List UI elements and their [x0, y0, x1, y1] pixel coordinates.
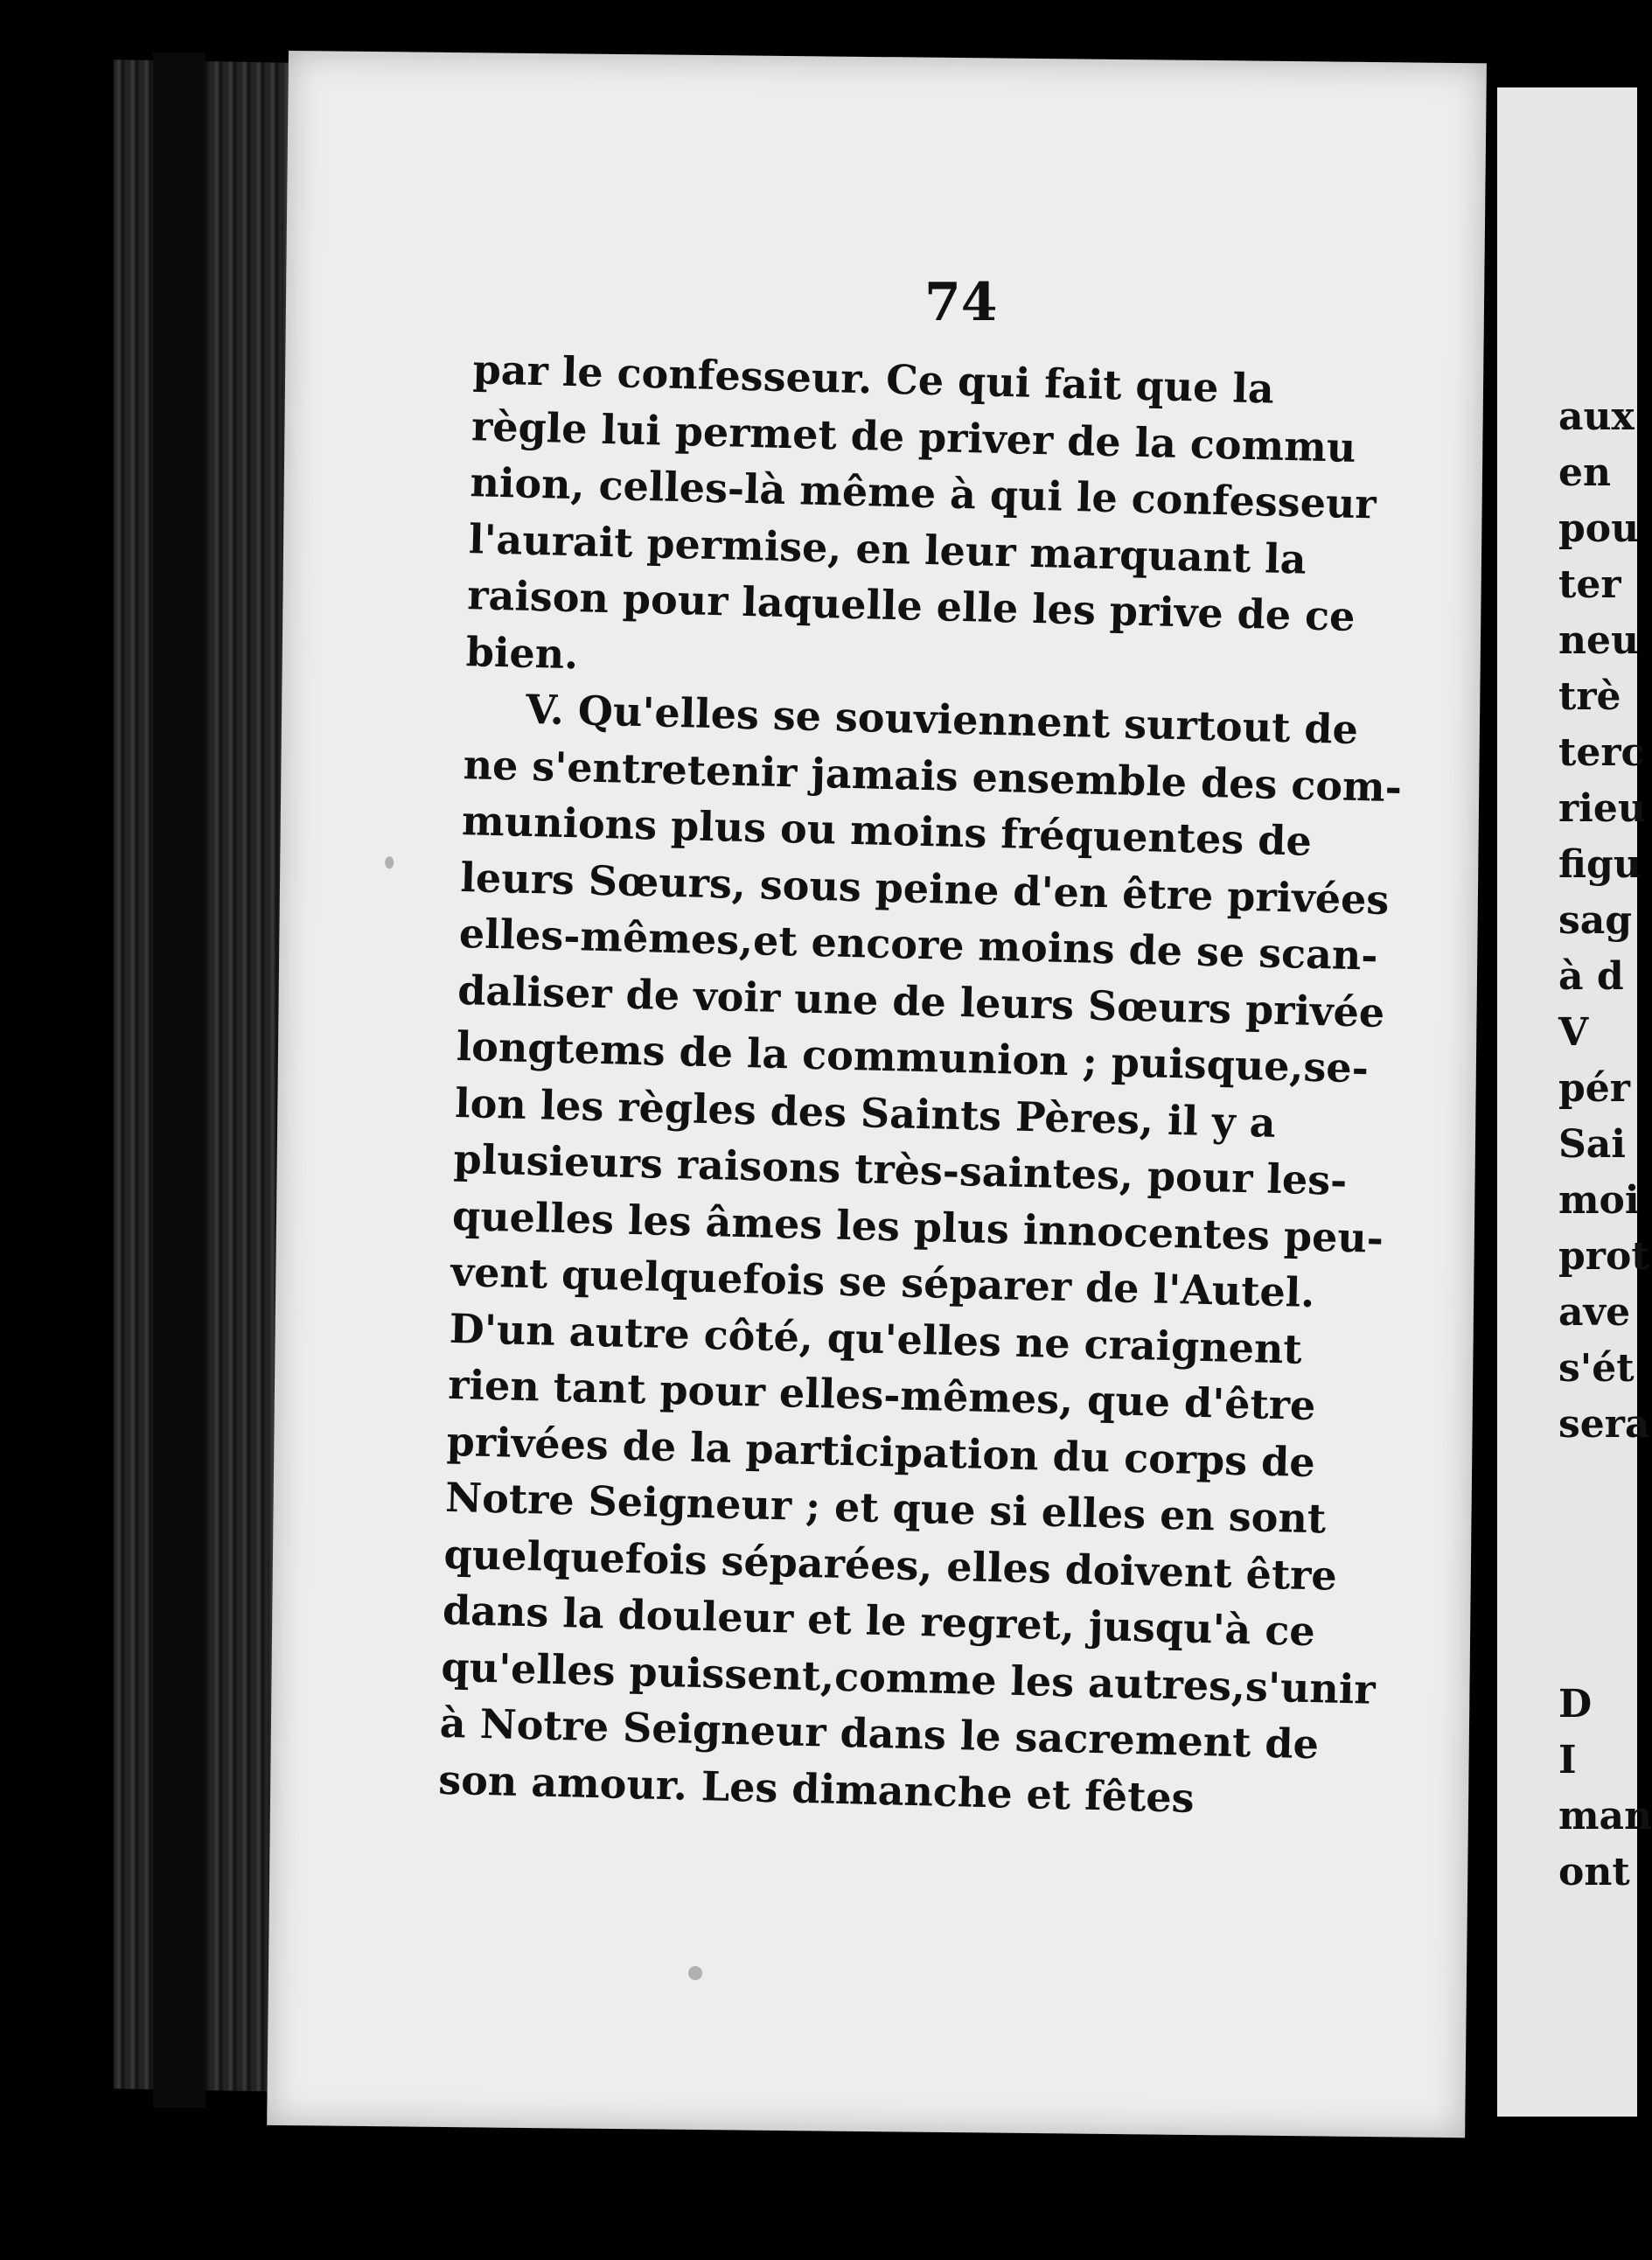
facing-page-fragment: V	[1558, 1010, 1589, 1055]
facing-page-gap	[1558, 1509, 1652, 1565]
text-line: daliser de voir une de leurs Sœurs privée	[457, 966, 1385, 1036]
facing-page-gap	[1558, 1565, 1652, 1621]
text-line: l'aurait permise, en leur marquant la	[468, 514, 1307, 583]
book-spine	[153, 52, 206, 2108]
text-line: D'un autre côté, qu'elles ne craignent	[449, 1304, 1303, 1373]
facing-page-fragment: en	[1558, 450, 1611, 495]
facing-page-fragment: D	[1558, 1682, 1593, 1726]
text-line: lon les règles des Saints Pères, il y a	[454, 1078, 1277, 1147]
text-line: dans la douleur et le regret, jusqu'à ce	[442, 1586, 1316, 1656]
ink-speck	[688, 1966, 702, 1980]
facing-page-fragment: sag	[1558, 898, 1633, 943]
facing-page-fragment: aux	[1558, 394, 1635, 439]
page-number: 74	[924, 272, 998, 334]
text-line: quelquefois séparées, elles doivent être	[443, 1530, 1338, 1600]
text-line: Notre Seigneur ; et que si elles en sont	[444, 1473, 1327, 1543]
facing-page-fragment: sera	[1558, 1402, 1650, 1447]
facing-page-fragment: moi	[1558, 1178, 1640, 1223]
text-line: nion, celles-là même à qui le confesseur	[469, 458, 1377, 528]
text-line: elles-mêmes,et encore moins de se scan-	[458, 910, 1379, 980]
text-line: privées de la participation du corps de	[446, 1417, 1316, 1486]
facing-page-fragment: I	[1558, 1738, 1577, 1782]
facing-page-fragment: s'ét	[1558, 1346, 1635, 1391]
facing-page-fragment: trè	[1558, 674, 1621, 719]
text-line: règle lui permet de priver de la commu	[471, 401, 1357, 471]
text-line: leurs Sœurs, sous peine d'en être privées	[459, 853, 1390, 924]
text-line: ne s'entretenir jamais ensemble des com-	[463, 740, 1403, 811]
facing-page-text	[1558, 389, 1652, 1901]
facing-page-fragment: pér	[1558, 1066, 1630, 1111]
text-line: longtems de la communion ; puisque,se-	[456, 1022, 1370, 1092]
text-line: qu'elles puissent,comme les autres,s'unir	[440, 1643, 1377, 1713]
text-line: munions plus ou moins fréquentes de	[461, 797, 1313, 865]
text-line: quelles les âmes les plus innocentes peu-	[451, 1191, 1384, 1262]
text-line: bien.	[465, 627, 579, 678]
facing-page-fragment: Sai	[1558, 1122, 1626, 1167]
facing-page-fragment: terc	[1558, 730, 1645, 775]
text-line: plusieurs raisons très-saintes, pour les-	[453, 1134, 1348, 1204]
facing-page-fragment: à d	[1558, 954, 1624, 999]
facing-page-fragment: rieu	[1558, 786, 1646, 831]
text-line: à Notre Seigneur dans le sacrement de	[439, 1698, 1320, 1768]
text-line: vent quelquefois se séparer de l'Autel.	[450, 1247, 1315, 1317]
facing-page-fragment: neu	[1558, 618, 1639, 663]
facing-page-fragment: ter	[1558, 562, 1621, 607]
facing-page-fragment: figu	[1558, 842, 1642, 887]
text-line: rien tant pour elles-mêmes, que d'être	[447, 1360, 1316, 1430]
facing-page-gap	[1558, 1621, 1652, 1677]
page-text-block	[437, 341, 1403, 1829]
facing-page-gap	[1558, 1453, 1652, 1509]
facing-page-fragment: ave	[1558, 1290, 1631, 1335]
facing-page-fragment: pou	[1558, 506, 1640, 551]
left-page	[267, 51, 1487, 2138]
text-line: V. Qu'elles se souviennent surtout de	[525, 685, 1359, 754]
text-line: raison pour laquelle elle les prive de ce	[466, 571, 1356, 640]
facing-page-fragment: man	[1558, 1794, 1652, 1838]
text-line: son amour. Les dimanche et fêtes	[437, 1755, 1195, 1822]
text-line: par le confesseur. Ce qui fait que la	[472, 345, 1275, 413]
ink-speck	[385, 856, 394, 868]
facing-page-fragment: prot	[1558, 1234, 1649, 1279]
facing-page-edge	[1497, 87, 1652, 2117]
facing-page-fragment: ont	[1558, 1850, 1630, 1894]
